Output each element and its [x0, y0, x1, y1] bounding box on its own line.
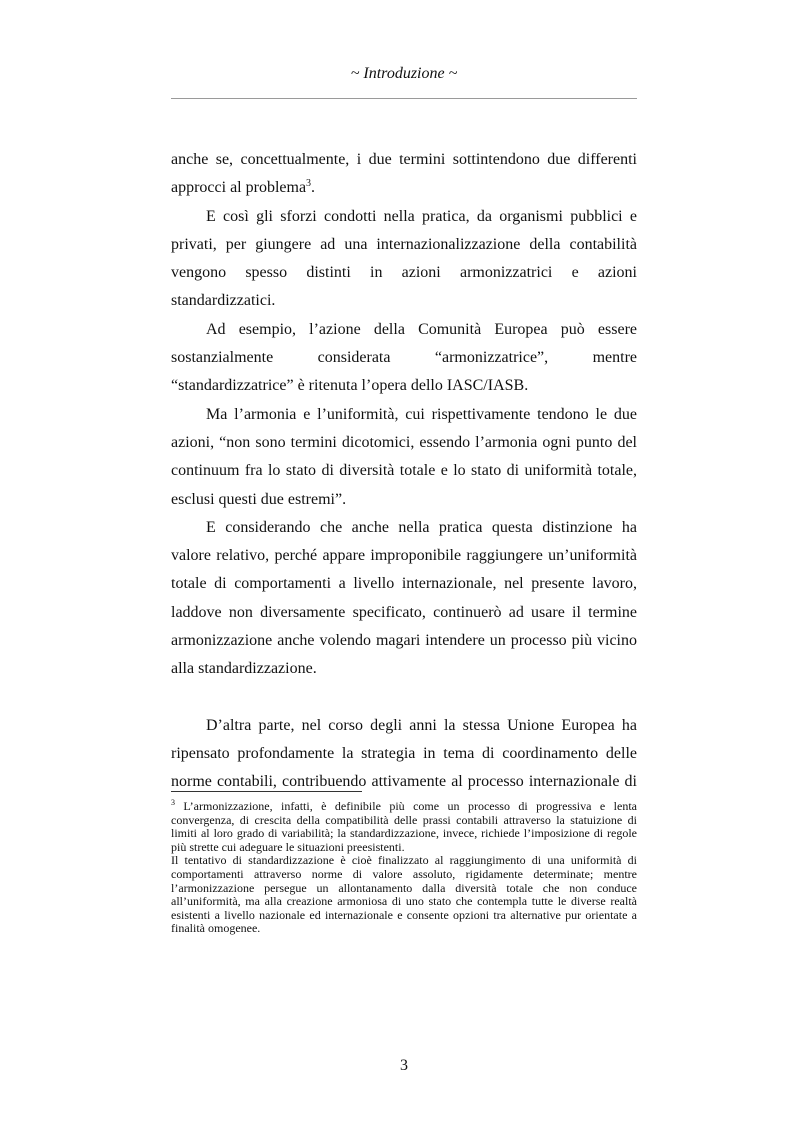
footnote: [171, 800, 637, 936]
page-number: 3: [400, 1057, 408, 1074]
footnote-number: 3: [171, 798, 175, 807]
footnote-paragraph: Il tentativo di standardizzazione è cioè finalizzato al raggiungimento di una uniformità di comportamenti attraverso norme di valore assoluto, rigidamente determinate; mentre l’armonizzazione persegue un allontanamento dalla diversità totale che non conduce all’uniformità, ma alla creazione armoniosa di uno stato che contempla tutte le diverse realtà esistenti a livello nazionale ed internazionale e consente opzioni tra alternative pur orientate a finalità omogenee.: [171, 853, 637, 936]
paragraph-text: anche se, concettualmente, i due termini sottintendono due differenti approcci al problema: [171, 151, 637, 197]
paragraph: [171, 146, 637, 203]
paragraph: E considerando che anche nella pratica questa distinzione ha valore relativo, perché appare improponibile raggiungere un’uniformità totale di comportamenti a livello internazionale, nel presente lavoro, laddove non diversamente specificato, continuerò ad usare il termine armonizzazione anche volendo magari intendere un processo più vicino alla standardizzazione.: [171, 518, 637, 678]
running-header: ~ Introduzione ~: [350, 65, 458, 82]
footnote-separator: [171, 791, 362, 792]
footnote-paragraph: [171, 800, 637, 854]
footnote-text: L’armonizzazione, infatti, è definibile più come un processo di progressiva e lenta convergenza, di crescita della compatibilità delle prassi contabili attraverso la statuizione di limiti al loro grado di variabilità; la standardizzazione, invece, richiede l’imposizione di regole più strette cui adeguare le situazioni preesistenti.: [171, 799, 637, 854]
footnote-reference-suffix: .: [311, 179, 316, 197]
paragraph: E così gli sforzi condotti nella pratica, da organismi pubblici e privati, per giungere ad una internazionalizzazione della contabilità vengono spesso distinti in azioni armonizzatrici e azioni standardizzatici.: [171, 207, 637, 310]
footnote-reference: 3: [306, 178, 312, 190]
paragraph: D’altra parte, nel corso degli anni la stessa Unione Europea ha ripensato profondamente la strategia in tema di coordinamento delle norme contabili, contribuendo attivamente al processo internazionale di: [171, 716, 637, 791]
paragraph: Ad esempio, l’azione della Comunità Europea può essere sostanzialmente considerata “armonizzatrice”, mentre “standardizzatrice” è ritenuta l’opera dello IASC/IASB.: [171, 320, 637, 395]
header-rule: [171, 98, 637, 99]
paragraph: Ma l’armonia e l’uniformità, cui rispettivamente tendono le due azioni, “non sono termini dicotomici, essendo l’armonia ogni punto del continuum fra lo stato di diversità totale e lo stato di uniformità totale, esclusi questi due estremi”.: [171, 405, 637, 508]
body-text: [171, 146, 637, 797]
